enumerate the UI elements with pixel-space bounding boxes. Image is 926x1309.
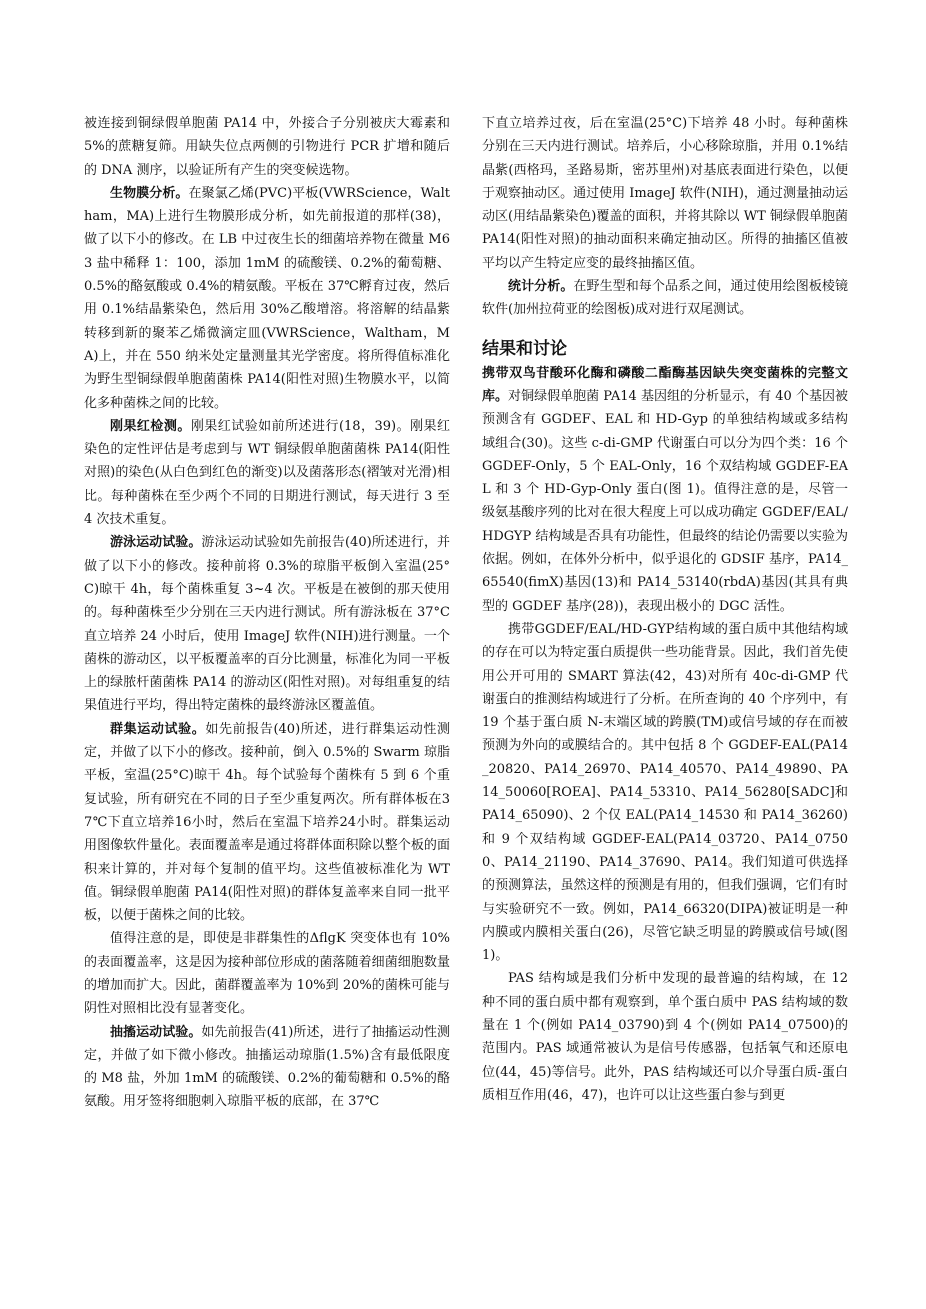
subheading-mutant-library: 携带双鸟苷酸环化酶和磷酸二酯酶基因缺失突变菌株的完整文库。 (482, 365, 848, 404)
section-title-results: 结果和讨论 (482, 338, 567, 359)
subheading-biofilm-analysis: 生物膜分析。 (110, 185, 189, 201)
paragraph-statistics (482, 275, 848, 322)
paragraph-swarm-note: 值得注意的是，即使是非群集性的ΔflgK 突变体也有 10%的表面覆盖率，这是因为接种部位形成的菌落随着细菌细胞数量的增加而扩大。因此，菌群覆盖率为 10%到 20%的菌株可能与阴性对照相比没有显著变化。 (84, 931, 450, 1017)
paragraph-mutant-library (482, 362, 848, 618)
paragraph-pas-domain: PAS 结构域是我们分析中发现的最普遍的结构域，在 12 种不同的蛋白质中都有观察到，单个蛋白质中 PAS 结构域的数量在 1 个(例如 PA14_03790)到 4 个(例如 PA14_07500)的范围内。PAS 域通常被认为是信号传感器，包括氧气和还原电位(44，45)等信号。此外，PAS 结构域还可以介导蛋白质-蛋白质相互作用(46，47)，也许可以让这些蛋白参与到更 (482, 971, 848, 1103)
paragraph-swimming-motility (84, 531, 450, 717)
body-biofilm-analysis: 在聚氯乙烯(PVC)平板(VWRScience，Waltham，MA)上进行生物膜形成分析，如先前报道的那样(38)，做了以下小的修改。在 LB 中过夜生长的细菌培养物在微量 M63 盐中稀释 1：100，添加 1mM 的硫酸镁、0.2%的葡萄糖、0.5%的酪氨酸或 0.4%的精氨酸。平板在 37℃孵育过夜，然后用 0.1%结晶紫染色，然后用 30%乙酸增溶。将溶解的结晶紫转移到新的聚苯乙烯微滴定皿(VWRScience，Waltham，MA)上，并在 550 纳米处定量测量其光学密度。将所得值标准化为野生型铜绿假单胞菌菌株 PA14(阳性对照)生物膜水平，以简化多种菌株之间的比较。 (84, 185, 450, 411)
body-mutant-library: 对铜绿假单胞菌 PA14 基因组的分析显示，有 40 个基因被预测含有 GGDEF、EAL 和 HD-Gyp 的单独结构域或多结构域组合(30)。这些 c-di-GMP 代谢蛋白可以分为四个类：16 个 GGDEF-Only，5 个 EAL-Only，16 个双结构域 GGDEF-EAL 和 3 个 HD-Gyp-Only 蛋白(图 1)。值得注意的是，尽管一级氨基酸序列的比对在很大程度上可以成功确定 GGDEF/EAL/HDGYP 结构域是否具有功能性，但最终的结论仍需要以实验为依据。例如，在体外分析中，似乎退化的 GDSIF 基序，PA14_65540(fimX)基因(13)和 PA14_53140(rbdA)基因(其具有典型的 GGDEF 基序(28))，表现出极小的 DGC 活性。 (482, 388, 848, 614)
subheading-twitching-motility: 抽搐运动试验。 (110, 1024, 202, 1040)
paragraph-twitching-continued: 下直立培养过夜，后在室温(25°C)下培养 48 小时。每种菌株分别在三天内进行测试。培养后，小心移除琼脂，并用 0.1%结晶紫(西格玛，圣路易斯，密苏里州)对基底表面进行染色，以便于观察抽动区。通过使用 ImageJ 软件(NIH)，通过测量抽动运动区(用结晶紫染色)覆盖的面积，并将其除以 WT 铜绿假单胞菌 PA14(阳性对照)的抽动面积来确定抽动区。所得的抽搐区值被平均以产生特定应变的最终抽搐区值。 (482, 116, 848, 271)
subheading-swimming-motility: 游泳运动试验。 (110, 535, 202, 551)
body-twitching-motility: 如先前报告(41)所述，进行了抽搐运动性测定，并做了如下微小修改。抽搐运动琼脂(1.5%)含有最低限度的 M8 盐，外加 1mM 的硫酸镁、0.2%的葡萄糖和 0.5%的酪氨酸。用牙签将细胞刺入琼脂平板的底部，在 37℃ (84, 1024, 450, 1110)
paragraph-twitching-motility (84, 1021, 450, 1114)
paragraph-biofilm-analysis (84, 182, 450, 415)
body-statistics: 在野生型和每个品系之间，通过使用绘图板棱镜软件(加州拉荷亚的绘图板)成对进行双尾测试。 (482, 279, 848, 318)
left-column (84, 112, 450, 1114)
subheading-statistics: 统计分析。 (508, 279, 574, 295)
paragraph-mutant-verification: 被连接到铜绿假单胞菌 PA14 中，外接合子分别被庆大霉素和 5%的蔗糖复筛。用缺失位点两侧的引物进行 PCR 扩增和随后的 DNA 测序，以验证所有产生的突变候选物。 (84, 116, 450, 178)
paragraph-swarming-motility (84, 718, 450, 928)
body-congo-red: 刚果红试验如前所述进行(18，39)。刚果红染色的定性评估是考虑到与 WT 铜绿假单胞菌菌株 PA14(阳性对照)的染色(从白色到红色的渐变)以及菌落形态(褶皱对光滑)相比。每种菌株在至少两个不同的日期进行测试，每天进行 3 至 4 次技术重复。 (84, 418, 450, 528)
body-swarming-motility: 如先前报告(40)所述，进行群集运动性测定，并做了以下小的修改。接种前，倒入 0.5%的 Swarm 琼脂平板，室温(25°C)晾干 4h。每个试验每个菌株有 5 到 6 个重复试验，所有研究在不同的日子至少重复两次。所有群体板在37℃下直立培养16小时，然后在室温下培养24小时。群集运动用图像软件量化。表面覆盖率是通过将群体面积除以整个板的面积来计算的，并对每个复制的值平均。这些值被标准化为 WT 值。铜绿假单胞菌 PA14(阳性对照)的群体复盖率来自同一批平板，以便于菌株之间的比较。 (84, 721, 450, 924)
subheading-swarming-motility: 群集运动试验。 (110, 721, 206, 737)
body-swimming-motility: 游泳运动试验如先前报告(40)所述进行，并做了以下小的修改。接种前将 0.3%的琼脂平板倒入室温(25°C)晾干 4h，每个菌株重复 3~4 次。平板是在被倒的那天使用的。每种菌株至少分别在三天内进行测试。所有游泳板在 37°C 直立培养 24 小时后，使用 ImageJ 软件(NIH)进行测量。一个菌株的游动区，以平板覆盖率的百分比测量，标准化为同一平板上的绿脓杆菌菌株 PA14 的游动区(阳性对照)。对每组重复的结果值进行平均，得出特定菌株的最终游泳区覆盖值。 (84, 535, 450, 714)
subheading-congo-red: 刚果红检测。 (110, 418, 191, 434)
paragraph-congo-red (84, 415, 450, 531)
right-column (482, 112, 848, 1107)
paragraph-domain-analysis: 携带GGDEF/EAL/HD-GYP结构域的蛋白质中其他结构域的存在可以为特定蛋白质提供一些功能背景。因此，我们首先使用公开可用的 SMART 算法(42，43)对所有 40c-di-GMP 代谢蛋白的推测结构域进行了分析。在所查询的 40 个序列中，有 19 个基于蛋白质 N-末端区域的跨膜(TM)或信号域的存在而被预测为外向的或膜结合的。其中包括 8 个 GGDEF-EAL(PA14_20820、PA14_26970、PA14_40570、PA14_49890、PA14_50060[ROEA]、PA14_53310、PA14_56280[SADC]和 PA14_65090)、2 个仅 EAL(PA14_14530 和 PA14_36260)和 9 个双结构域 GGDEF-EAL(PA14_03720、PA14_07500、PA14_21190、PA14_37690、PA14。我们知道可供选择的预测算法，虽然这样的预测是有用的，但我们强调，它们有时与实验研究不一致。例如，PA14_66320(DIPA)被证明是一种内膜或内膜相关蛋白(26)，尽管它缺乏明显的跨膜或信号域(图 1)。 (482, 621, 848, 964)
